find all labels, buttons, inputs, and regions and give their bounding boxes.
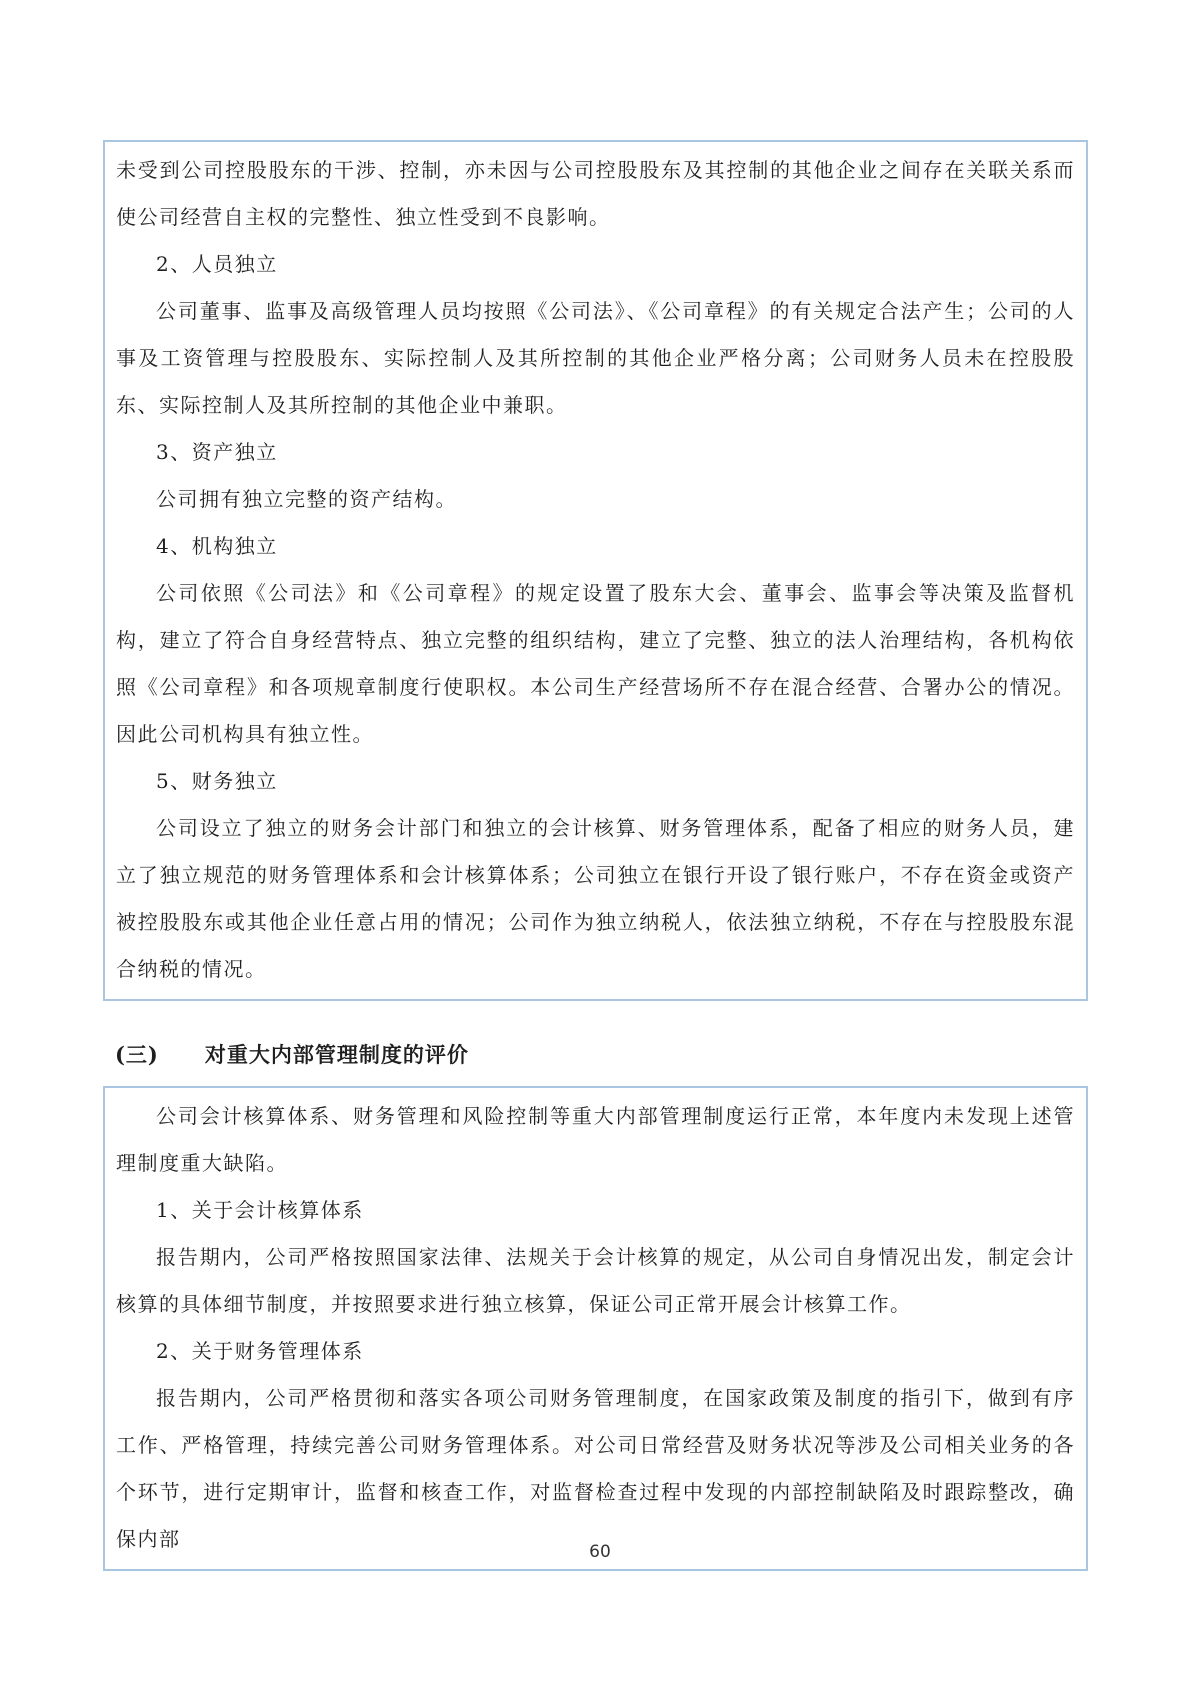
- section-title: 对重大内部管理制度的评价: [204, 1042, 469, 1067]
- management-systems-box: [103, 1086, 1088, 1571]
- paragraph-organization-independence: 公司依照《公司法》和《公司章程》的规定设置了股东大会、董事会、监事会等决策及监督机构，建立了符合自身经营特点、独立完整的组织结构，建立了完整、独立的法人治理结构，各机构依照《公司章程》和各项规章制度行使职权。本公司生产经营场所不存在混合经营、合署办公的情况。因此公司机构具有独立性。: [116, 581, 1075, 746]
- subhead-asset-independence: 3、资产独立: [156, 440, 278, 464]
- paragraph-management-overview: 公司会计核算体系、财务管理和风险控制等重大内部管理制度运行正常，本年度内未发现上述管理制度重大缺陷。: [116, 1104, 1075, 1175]
- paragraph-financial-management-system: 报告期内，公司严格贯彻和落实各项公司财务管理制度，在国家政策及制度的指引下，做到有序工作、严格管理，持续完善公司财务管理体系。对公司日常经营及财务状况等涉及公司相关业务的各个环节，进行定期审计，监督和核查工作，对监督检查过程中发现的内部控制缺陷及时跟踪整改，确保内部: [116, 1386, 1075, 1551]
- subhead-personnel-independence: 2、人员独立: [156, 252, 278, 276]
- subhead-accounting-system: 1、关于会计核算体系: [156, 1198, 364, 1222]
- subhead-financial-independence: 5、财务独立: [156, 769, 278, 793]
- paragraph-asset-independence: 公司拥有独立完整的资产结构。: [156, 487, 457, 511]
- paragraph-financial-independence: 公司设立了独立的财务会计部门和独立的会计核算、财务管理体系，配备了相应的财务人员，建立了独立规范的财务管理体系和会计核算体系；公司独立在银行开设了银行账户，不存在资金或资产被控股股东或其他企业任意占用的情况；公司作为独立纳税人，依法独立纳税，不存在与控股股东混合纳税的情况。: [116, 816, 1075, 981]
- paragraph-accounting-system: 报告期内，公司严格按照国家法律、法规关于会计核算的规定，从公司自身情况出发，制定会计核算的具体细节制度，并按照要求进行独立核算，保证公司正常开展会计核算工作。: [116, 1245, 1075, 1316]
- subhead-financial-management-system: 2、关于财务管理体系: [156, 1339, 364, 1363]
- section-heading: [115, 1038, 469, 1072]
- page-number: 60: [589, 1542, 611, 1562]
- paragraph-continuation: 未受到公司控股股东的干涉、控制，亦未因与公司控股股东及其控制的其他企业之间存在关联关系而使公司经营自主权的完整性、独立性受到不良影响。: [116, 158, 1075, 229]
- section-numeral: (三): [115, 1042, 159, 1067]
- subhead-organization-independence: 4、机构独立: [156, 534, 278, 558]
- independence-section-box: [103, 140, 1088, 1001]
- paragraph-personnel-independence: 公司董事、监事及高级管理人员均按照《公司法》、《公司章程》的有关规定合法产生；公司的人事及工资管理与控股股东、实际控制人及其所控制的其他企业严格分离；公司财务人员未在控股股东、实际控制人及其所控制的其他企业中兼职。: [116, 299, 1075, 417]
